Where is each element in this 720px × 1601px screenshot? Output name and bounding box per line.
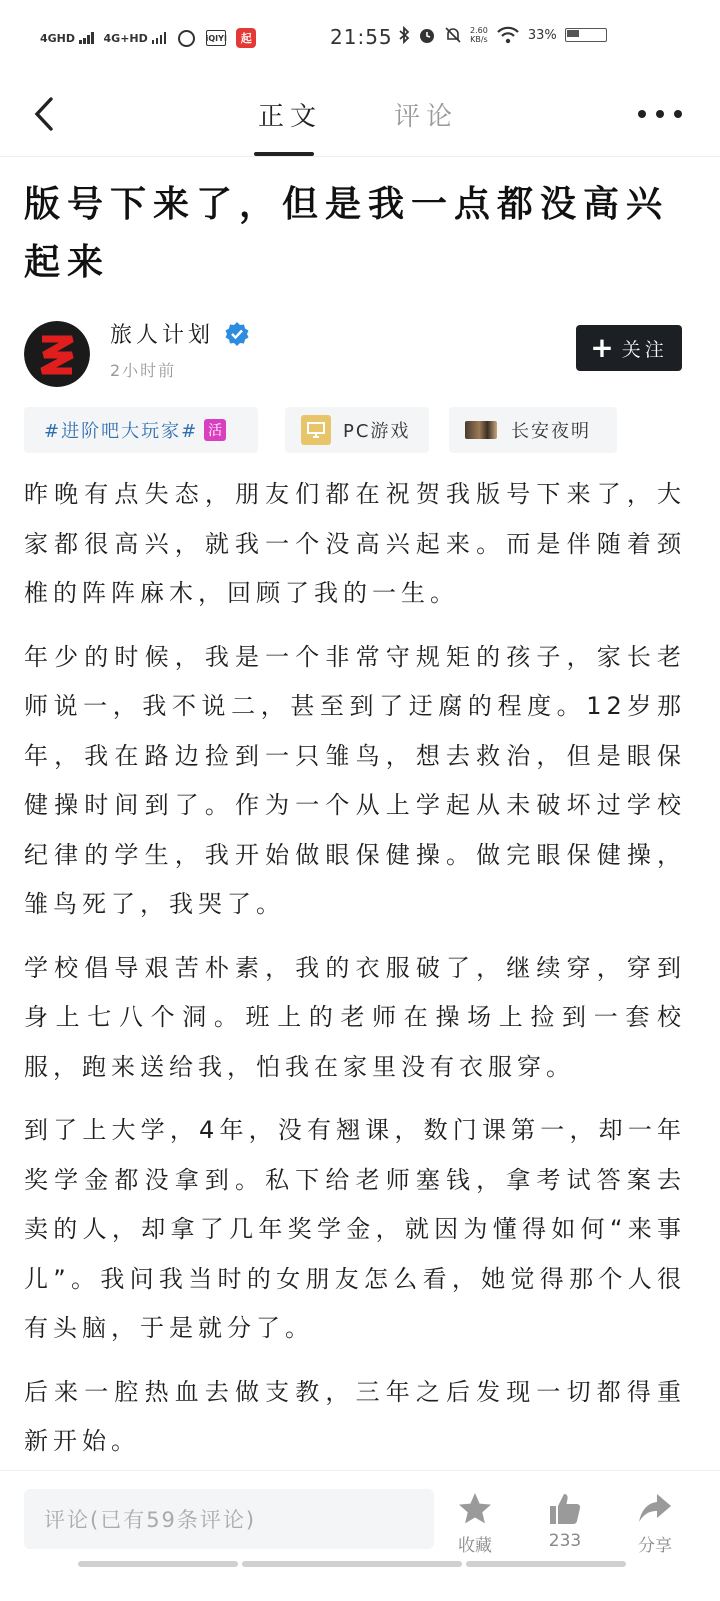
author-avatar[interactable] — [24, 321, 90, 387]
chevron-left-icon — [31, 96, 57, 132]
status-right — [398, 26, 607, 44]
like-count: 233 — [548, 1531, 582, 1551]
article-paragraph: 后来一腔热血去做支教，三年之后发现一切都得重新开始。 — [24, 1377, 686, 1455]
bottom-action-bar — [0, 1470, 720, 1601]
net-speed-value: 2.60 — [470, 26, 488, 35]
favorite-button[interactable] — [440, 1491, 510, 1556]
qidian-app-icon: 起 — [236, 28, 256, 48]
more-dot-icon — [674, 110, 682, 118]
monitor-icon — [301, 415, 331, 445]
tab-comments[interactable]: 评论 — [394, 102, 459, 132]
more-dot-icon — [656, 110, 664, 118]
active-tab-indicator — [254, 152, 314, 156]
follow-button[interactable] — [576, 325, 682, 371]
author-name[interactable]: 旅人计划 — [110, 323, 215, 348]
signal1-label: 4GHD — [40, 32, 76, 45]
q-app-icon — [176, 28, 196, 48]
battery-percent: 33% — [527, 27, 557, 43]
plus-icon: + — [590, 331, 614, 364]
article-paragraph: 到了上大学，4年，没有翘课，数门课第一，却一年奖学金都没拿到。私下给老师塞钱，拿考试答案去卖的人，却拿了几年奖学金，就因为懂得如何“来事儿”。我问我当时的女朋友怎么看，她觉得那个人很有头脑，于是就分了。 — [24, 1116, 686, 1342]
mute-icon — [444, 26, 462, 44]
net-speed-unit: KB/s — [470, 35, 488, 44]
battery-icon — [565, 28, 607, 42]
comment-input[interactable]: 评论(已有59条评论) — [24, 1489, 434, 1549]
gesture-bar — [78, 1561, 628, 1567]
share-button[interactable] — [620, 1491, 690, 1556]
like-button[interactable] — [530, 1491, 600, 1551]
article-header — [0, 80, 720, 157]
verified-badge-icon — [224, 321, 250, 347]
signal-4g-icon — [40, 32, 94, 44]
activity-badge: 活 — [204, 419, 226, 441]
tab-article[interactable]: 正文 — [258, 102, 323, 132]
share-label: 分享 — [638, 1536, 672, 1556]
wifi-icon — [496, 26, 520, 44]
article-title: 版号下来了，但是我一点都没高兴起来 — [24, 184, 670, 283]
article-body — [24, 470, 686, 1481]
topic-tag-label: #进阶吧大玩家# — [44, 421, 199, 442]
author-name-row[interactable] — [110, 318, 250, 349]
favorite-label: 收藏 — [458, 1536, 492, 1556]
thumbs-up-icon — [547, 1491, 583, 1527]
game-tag[interactable] — [449, 407, 617, 453]
net-speed — [470, 26, 488, 44]
game-thumbnail — [465, 421, 497, 439]
post-time: 2小时前 — [110, 361, 177, 380]
more-dot-icon — [638, 110, 646, 118]
status-left — [40, 28, 256, 48]
signal-4g-plus-icon — [104, 32, 167, 44]
star-icon — [457, 1491, 493, 1527]
back-button[interactable] — [24, 94, 64, 134]
article-paragraph: 昨晚有点失态，朋友们都在祝贺我版号下来了，大家都很高兴，就我一个没高兴起来。而是伴随着颈椎的阵阵麻木，回顾了我的一生。 — [24, 480, 686, 607]
more-options-button[interactable] — [638, 102, 682, 126]
signal2-label: 4G+HD — [103, 32, 148, 45]
article-paragraph: 学校倡导艰苦朴素，我的衣服破了，继续穿，穿到身上七八个洞。班上的老师在操场上捡到一套校服，跑来送给我，怕我在家里没有衣服穿。 — [24, 953, 686, 1081]
author-logo-icon — [24, 321, 90, 387]
article-paragraph: 年少的时候，我是一个非常守规矩的孩子，家长老师说一，我不说二，甚至到了迂腐的程度。12岁那年，我在路边捡到一只雏鸟，想去救治，但是眼保健操时间到了。作为一个从上学起从未破坏过学校纪律的学生，我开始做眼保健操。做完眼保健操，雏鸟死了，我哭了。 — [24, 642, 686, 918]
pc-game-tag[interactable] — [285, 407, 429, 453]
iqiyi-app-icon: iQIYI — [206, 30, 226, 46]
game-tag-label: 长安夜明 — [511, 421, 591, 442]
status-bar — [0, 0, 720, 80]
alarm-icon — [418, 26, 436, 44]
topic-tag[interactable] — [24, 407, 258, 453]
follow-label: 关注 — [621, 338, 668, 361]
share-icon — [637, 1491, 673, 1527]
status-time: 21:55 — [330, 25, 393, 49]
bluetooth-icon — [398, 26, 410, 44]
pc-game-label: PC游戏 — [343, 421, 411, 442]
